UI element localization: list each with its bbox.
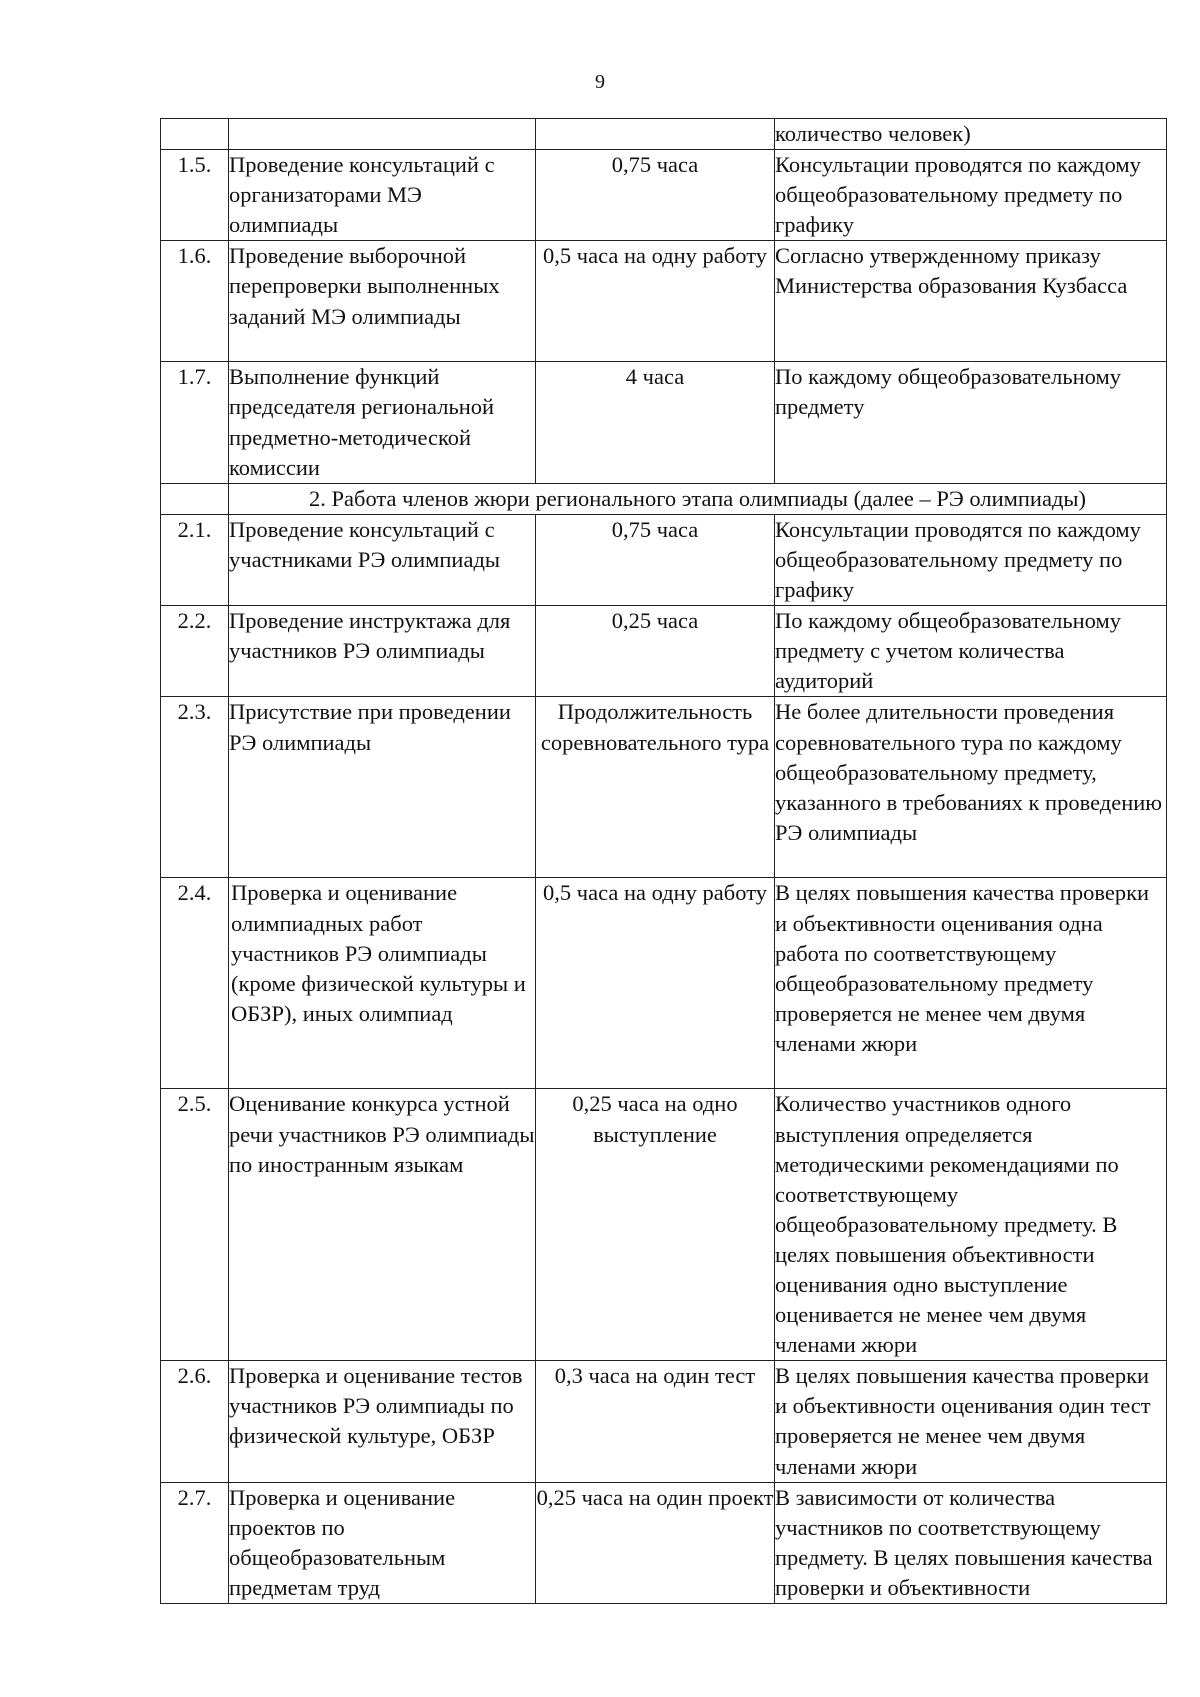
- note: Консультации проводятся по каждому общеобразовательному предмету по графику: [775, 150, 1167, 241]
- table-row: [161, 514, 1167, 605]
- row-number: 2.1.: [161, 514, 229, 605]
- row-number: 2.6.: [161, 1361, 229, 1482]
- work-type: Проведение консультаций с участниками РЭ олимпиады: [229, 514, 536, 605]
- workload-norms-table: [160, 118, 1167, 1604]
- row-number: 2.4.: [161, 878, 229, 1089]
- table-row: [161, 606, 1167, 697]
- note: По каждому общеобразовательному предмету: [775, 362, 1167, 483]
- cell-time-empty: [536, 119, 775, 150]
- work-type: Оценивание конкурса устной речи участников РЭ олимпиады по иностранным языкам: [229, 1089, 536, 1361]
- page-number: 9: [595, 71, 605, 93]
- note: Количество участников одного выступления определяется методическими рекомендациями по соответствующему общеобразовательному предмету. В целях повышения объективности оценивания одно выступление оценивается не менее чем двумя членами жюри: [775, 1089, 1167, 1361]
- time-norm: 4 часа: [536, 362, 775, 483]
- work-type: Выполнение функций председателя региональной предметно-методической комиссии: [229, 362, 536, 483]
- work-type: Проведение консультаций с организаторами МЭ олимпиады: [229, 150, 536, 241]
- time-norm: Продолжительность соревновательного тура: [536, 697, 775, 878]
- work-type: Проведение инструктажа для участников РЭ олимпиады: [229, 606, 536, 697]
- time-norm: 0,5 часа на одну работу: [536, 878, 775, 1089]
- work-type: Проведение выборочной перепроверки выполненных заданий МЭ олимпиады: [229, 241, 536, 362]
- table-row: [161, 878, 1167, 1089]
- row-number: 2.2.: [161, 606, 229, 697]
- note: В целях повышения качества проверки и объективности оценивания один тест проверяется не менее чем двумя членами жюри: [775, 1361, 1167, 1482]
- work-type: Проверка и оценивание тестов участников РЭ олимпиады по физической культуре, ОБЗР: [229, 1361, 536, 1482]
- note: По каждому общеобразовательному предмету с учетом количества аудиторий: [775, 606, 1167, 697]
- table-row: [161, 697, 1167, 878]
- table-row: [161, 241, 1167, 362]
- row-number: 2.3.: [161, 697, 229, 878]
- table-row: [161, 362, 1167, 483]
- row-number: 1.5.: [161, 150, 229, 241]
- table-row: [161, 150, 1167, 241]
- row-number: 2.7.: [161, 1482, 229, 1603]
- row-number: 1.6.: [161, 241, 229, 362]
- row-number: 1.7.: [161, 362, 229, 483]
- work-type: Проверка и оценивание олимпиадных работ участников РЭ олимпиады (кроме физической культуры и ОБЗР), иных олимпиад: [229, 878, 536, 1089]
- note: Согласно утвержденному приказу Министерства образования Кузбасса: [775, 241, 1167, 362]
- time-norm: 0,5 часа на одну работу: [536, 241, 775, 362]
- table-row: [161, 1361, 1167, 1482]
- table-row: [161, 1089, 1167, 1361]
- table-row-continuation: [161, 119, 1167, 150]
- cell-work-empty: [229, 119, 536, 150]
- time-norm: 0,3 часа на один тест: [536, 1361, 775, 1482]
- note: Не более длительности проведения соревновательного тура по каждому общеобразовательному предмету, указанного в требованиях к проведению РЭ олимпиады: [775, 697, 1167, 878]
- table-row: [161, 1482, 1167, 1603]
- time-norm: 0,75 часа: [536, 150, 775, 241]
- row-number: 2.5.: [161, 1089, 229, 1361]
- note: В зависимости от количества участников по соответствующему предмету. В целях повышения качества проверки и объективности: [775, 1482, 1167, 1603]
- time-norm: 0,25 часа на один проект: [536, 1482, 775, 1603]
- section-header-row: [161, 483, 1167, 514]
- time-norm: 0,25 часа: [536, 606, 775, 697]
- section-number-cell: [161, 483, 229, 514]
- cell-number-empty: [161, 119, 229, 150]
- section-2-title: 2. Работа членов жюри регионального этапа олимпиады (далее – РЭ олимпиады): [229, 483, 1167, 514]
- note: Консультации проводятся по каждому общеобразовательному предмету по графику: [775, 514, 1167, 605]
- work-type: Проверка и оценивание проектов по общеобразовательным предметам труд: [229, 1482, 536, 1603]
- note: В целях повышения качества проверки и объективности оценивания одна работа по соответствующему общеобразовательному предмету проверяется не менее чем двумя членами жюри: [775, 878, 1167, 1089]
- work-type: Присутствие при проведении РЭ олимпиады: [229, 697, 536, 878]
- time-norm: 0,25 часа на одно выступление: [536, 1089, 775, 1361]
- time-norm: 0,75 часа: [536, 514, 775, 605]
- cell-note-continuation: количество человек): [775, 119, 1167, 150]
